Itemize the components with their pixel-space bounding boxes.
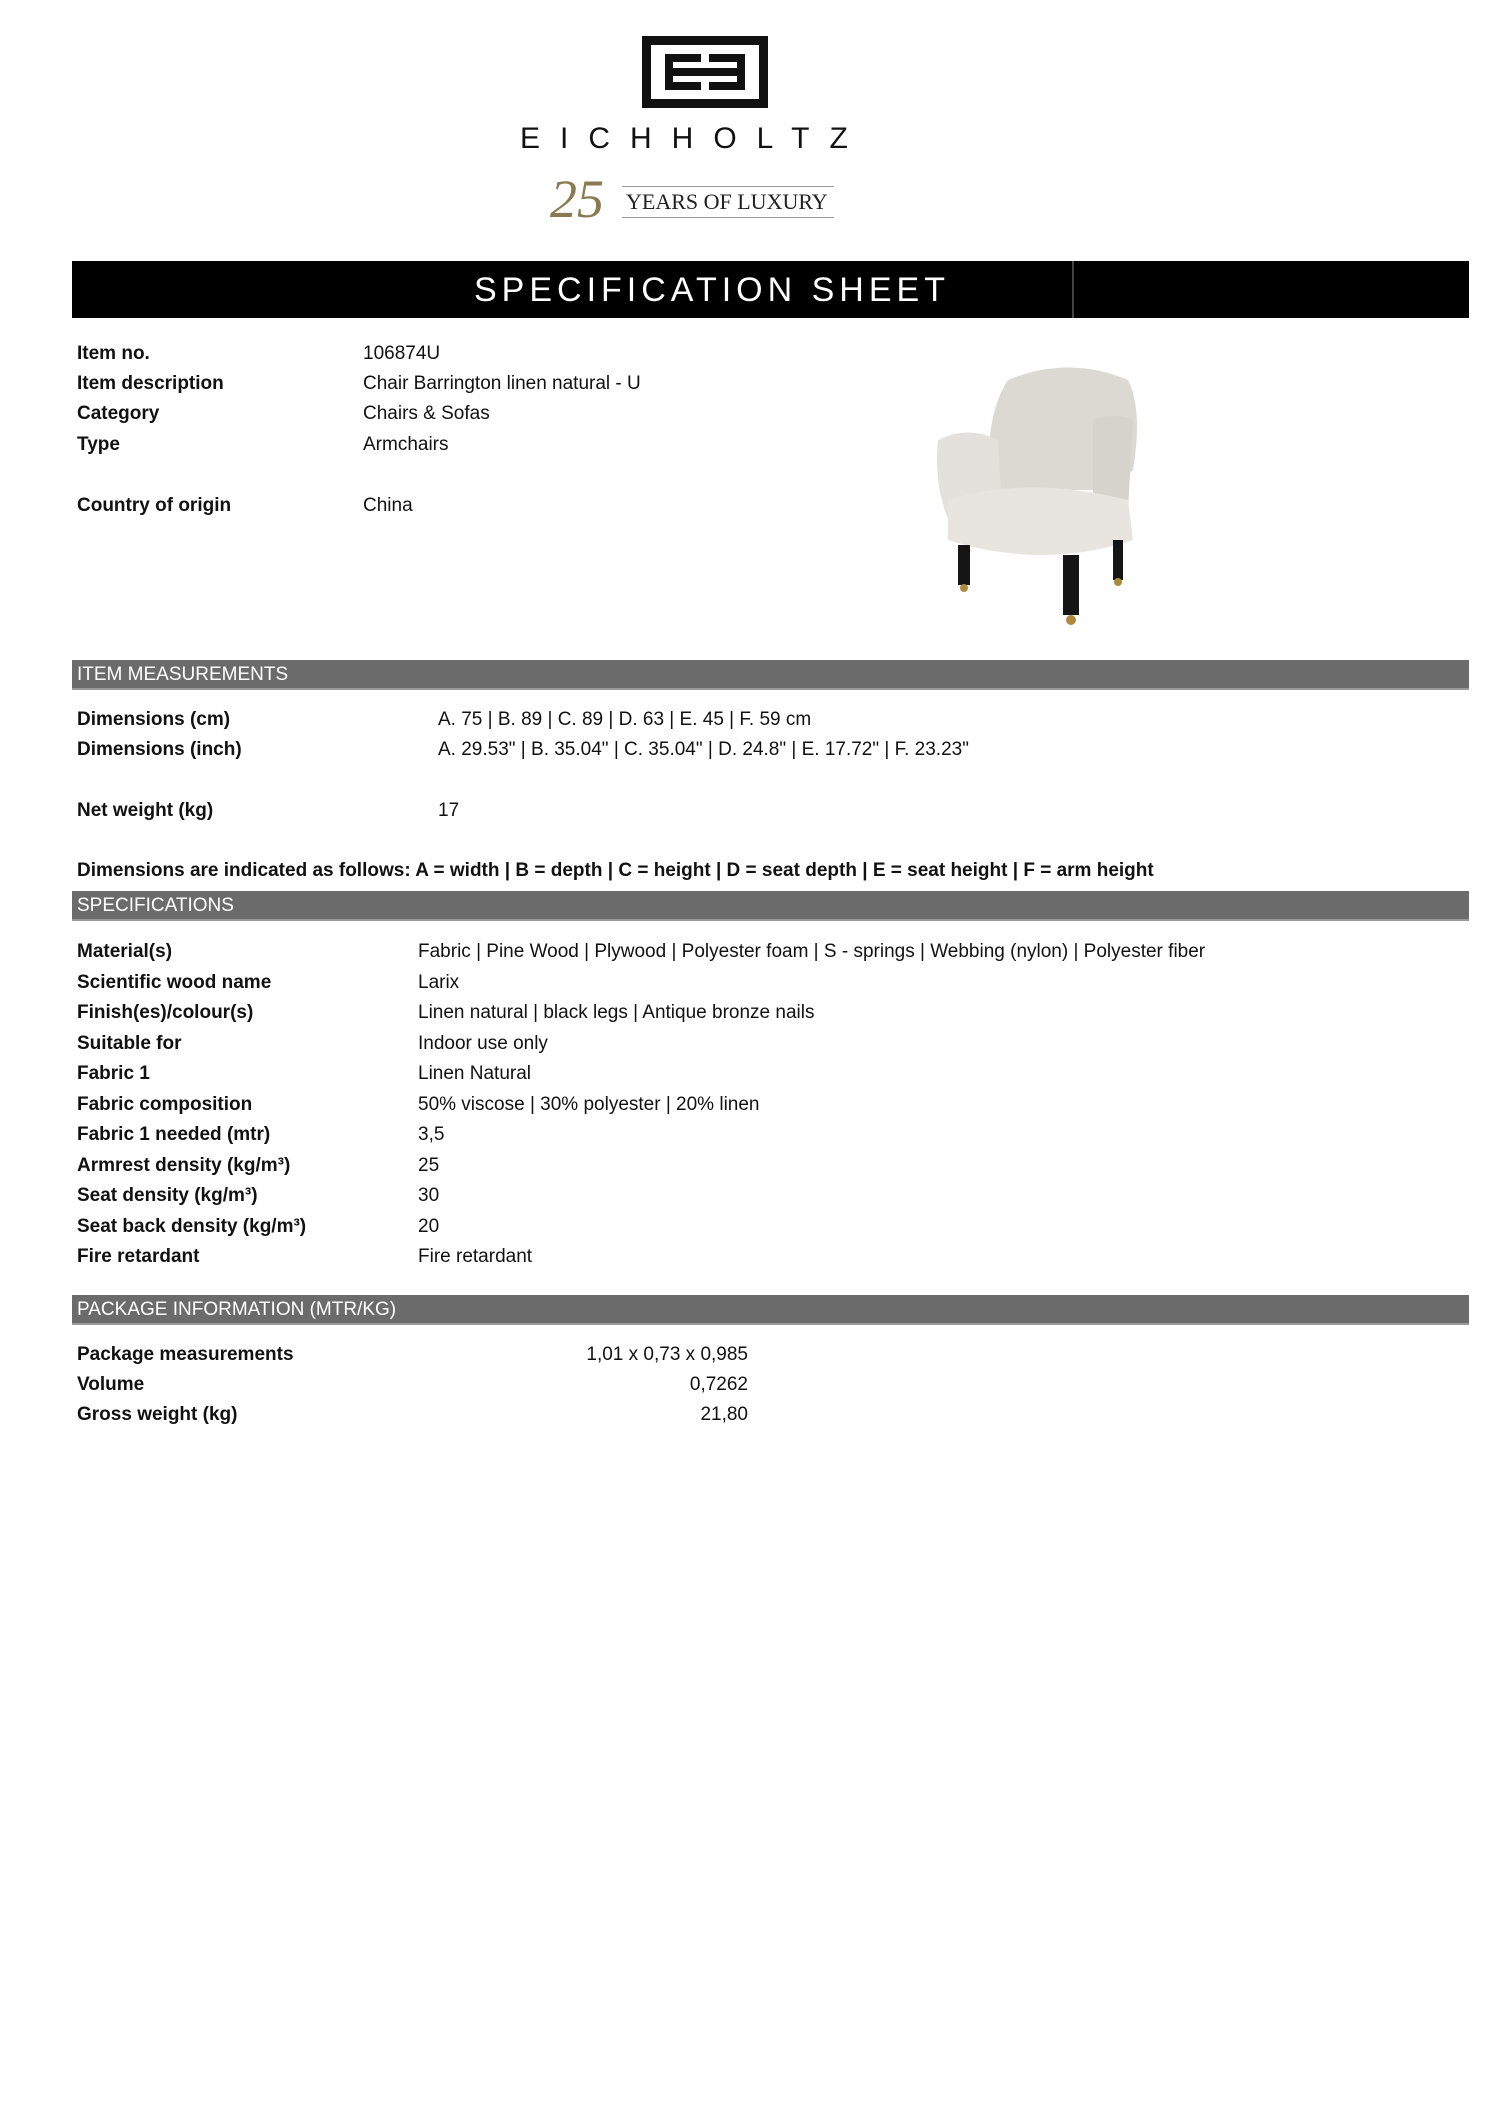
spec-label: Armrest density (kg/m³) — [77, 1154, 291, 1176]
section-header-specifications: SPECIFICATIONS — [72, 891, 1469, 921]
anniversary-logo: 25 YEARS OF LUXURY — [550, 168, 840, 228]
spec-value: Larix — [418, 971, 460, 993]
spec-value: Linen Natural — [418, 1063, 532, 1084]
section-header-package: PACKAGE INFORMATION (MTR/KG) — [72, 1295, 1469, 1325]
spec-value: 20 — [418, 1215, 440, 1237]
spec-label: Suitable for — [77, 1032, 182, 1054]
brand-logo — [642, 36, 768, 108]
brand-name: EICHHOLTZ — [520, 122, 868, 155]
title-bar — [72, 261, 1469, 318]
spec-value: Linen natural | black legs | Antique bronze nails — [418, 1002, 815, 1023]
spec-value: 3,5 — [418, 1124, 445, 1145]
spec-label: Fabric 1 — [77, 1063, 150, 1084]
spec-value: 30 — [418, 1185, 440, 1206]
spec-label: Seat back density (kg/m³) — [77, 1215, 307, 1237]
spec-value: 50% viscose | 30% polyester | 20% linen — [418, 1093, 760, 1115]
page-title: SPECIFICATION SHEET — [474, 271, 950, 309]
spec-label: Fire retardant — [77, 1246, 200, 1267]
product-image — [918, 360, 1168, 640]
spec-label: Material(s) — [77, 941, 173, 962]
spec-label: Finish(es)/colour(s) — [77, 1002, 254, 1023]
package-row: Gross weight (kg) 21,80 — [77, 1404, 748, 1425]
spec-value: 25 — [418, 1154, 440, 1176]
package-row: Package measurements 1,01 x 0,73 x 0,985 — [77, 1344, 748, 1365]
spec-value: Fabric | Pine Wood | Plywood | Polyester foam | S - springs | Webbing (nylon) | Polyester fiber — [418, 941, 1206, 962]
spec-label: Seat density (kg/m³) — [77, 1185, 258, 1206]
package-row: Volume 0,7262 — [77, 1374, 748, 1395]
spec-label: Scientific wood name — [77, 971, 272, 993]
spec-label: Fabric 1 needed (mtr) — [77, 1124, 271, 1145]
section-header-measurements: ITEM MEASUREMENTS — [72, 660, 1469, 690]
spec-label: Fabric composition — [77, 1093, 253, 1115]
spec-value: Indoor use only — [418, 1032, 548, 1054]
spec-value: Fire retardant — [418, 1246, 533, 1267]
